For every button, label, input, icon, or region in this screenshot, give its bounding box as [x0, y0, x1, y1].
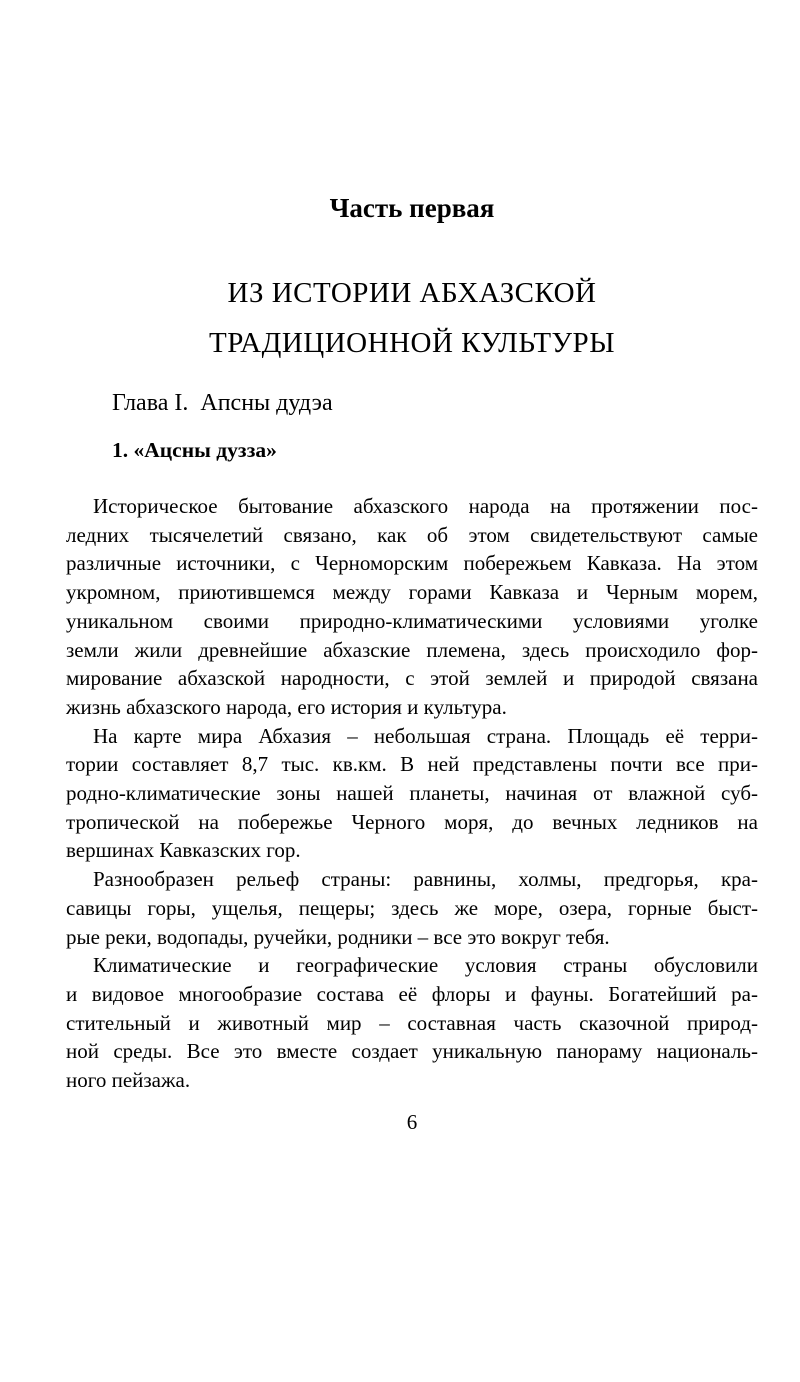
text-line: уникальном своими природно-климатическими условиями уголке [66, 608, 758, 633]
text-line: укромном, приютившемся между горами Кавказа и Черным морем, [66, 580, 758, 605]
text-line: родно-климатические зоны нашей планеты, начиная от влажной суб- [66, 781, 758, 806]
text-line: тропической на побережье Черного моря, до вечных ледников на [66, 809, 758, 834]
main-title-line-2: ТРАДИЦИОННОЙ КУЛЬТУРЫ [209, 327, 615, 359]
page-content [0, 193, 800, 1135]
text-line: Климатические и географические условия страны обусловили [93, 953, 758, 978]
text-line: рые реки, водопады, ручейки, родники – все это вокруг тебя. [66, 924, 610, 949]
text-line: жизнь абхазского народа, его история и культура. [66, 694, 507, 719]
text-line: ледних тысячелетий связано, как об этом свидетельствуют самые [66, 522, 758, 547]
text-line: савицы горы, ущелья, пещеры; здесь же море, озера, горные быст- [66, 895, 758, 920]
text-line: вершинах Кавказских гор. [66, 838, 301, 863]
main-title [66, 268, 758, 368]
text-line: различные источники, с Черноморским побережьем Кавказа. На этом [66, 551, 758, 576]
page-number: 6 [406, 1109, 418, 1134]
chapter-heading: Глава I. Апсны дудэа [112, 390, 333, 416]
text-line: мирование абхазской народности, с этой землей и природой связана [66, 666, 758, 691]
text-line: ного пейзажа. [66, 1068, 191, 1093]
text-line: и видовое многообразие состава её флоры и фауны. Богатейший ра- [66, 981, 758, 1006]
text-line: На карте мира Абхазия – небольшая страна. Площадь её терри- [93, 723, 758, 748]
main-title-line-1: ИЗ ИСТОРИИ АБХАЗСКОЙ [227, 277, 597, 309]
text-line: земли жили древнейшие абхазские племена, здесь происходило фор- [66, 637, 758, 662]
book-page [0, 193, 800, 1382]
text-line: стительный и животный мир – составная часть сказочной природ- [66, 1010, 758, 1035]
text-line: ной среды. Все это вместе создает уникальную панораму националь- [66, 1039, 758, 1064]
part-title: Часть первая [329, 193, 495, 223]
body-text [66, 492, 758, 1095]
text-line: Историческое бытование абхазского народа на протяжении пос- [93, 494, 758, 518]
section-heading: 1. «Ацсны дузза» [112, 438, 277, 462]
text-line: Разнообразен рельеф страны: равнины, холмы, предгорья, кра- [93, 867, 758, 892]
text-line: тории составляет 8,7 тыс. кв.км. В ней представлены почти все при- [66, 752, 758, 777]
